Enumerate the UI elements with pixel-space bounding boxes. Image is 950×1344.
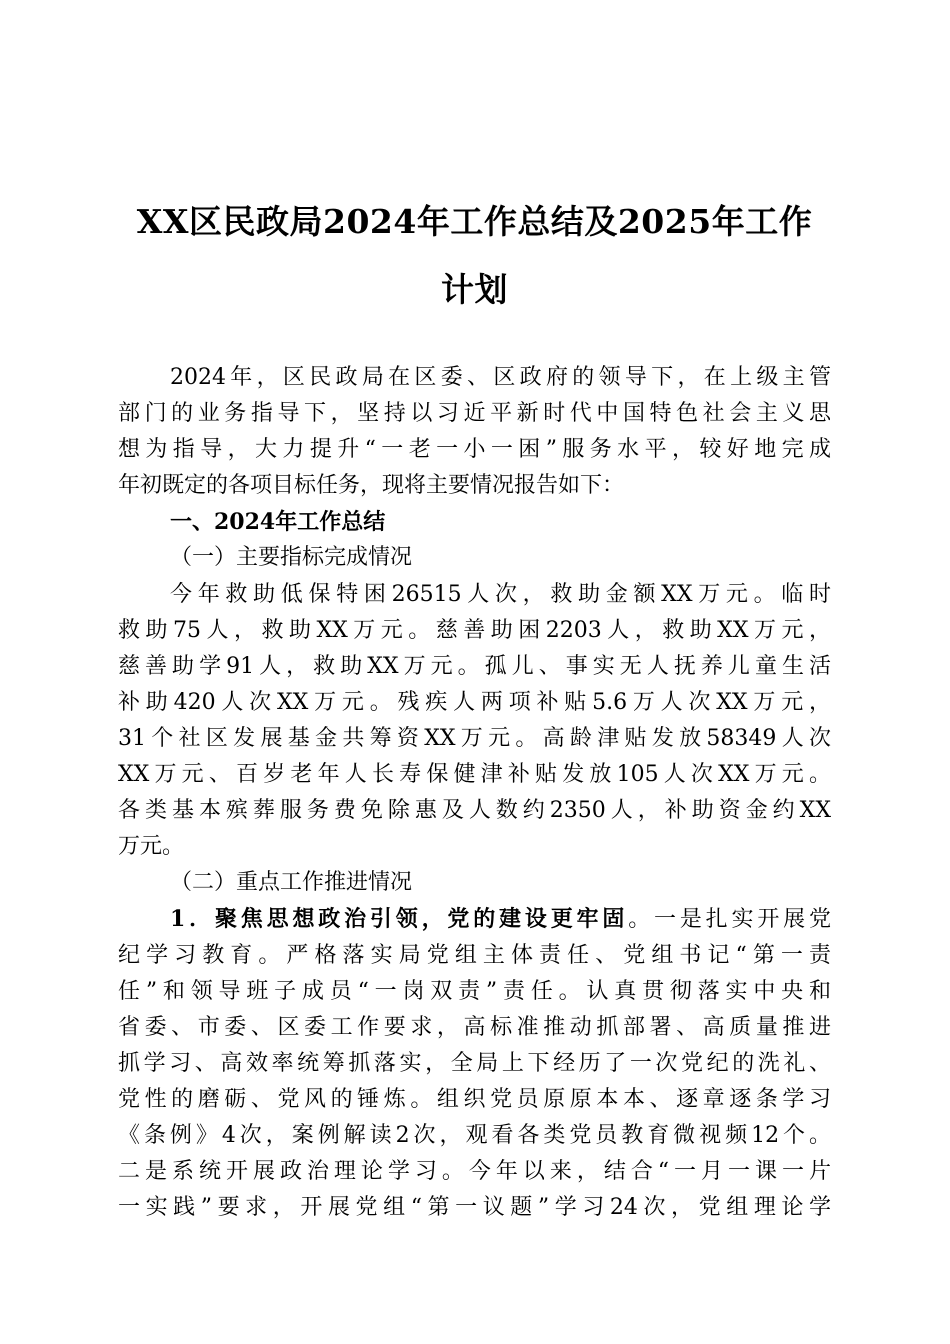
intro-line: 部门的业务指导下，坚持以习近平新时代中国特色社会主义思 (118, 401, 831, 427)
paragraph-line: 救助75人，救助XX万元。慈善助困2203人，救助XX万元， (118, 617, 831, 643)
paragraph-line: 各类基本殡葬服务费免除惠及人数约2350人，补助资金约XX (118, 798, 831, 824)
paragraph-line (118, 901, 831, 937)
title-line-2: 计划 (441, 270, 508, 309)
paragraph-line: 补助420人次XX万元。残疾人两项补贴5.6万人次XX万元， (118, 689, 831, 715)
paragraph-line: 一实践”要求，开展党组“第一议题”学习24次，党组理论学 (118, 1195, 831, 1221)
lead-rest: 。一是扎实开展党 (628, 907, 831, 933)
document-page (118, 0, 831, 1344)
paragraph-line: 慈善助学91人，救助XX万元。孤儿、事实无人抚养儿童生活 (118, 653, 831, 679)
paragraph-line: 抓学习、高效率统筹抓落实，全局上下经历了一次党纪的洗礼、 (118, 1050, 831, 1076)
section-heading: 一、2024年工作总结 (170, 509, 386, 536)
subsection-heading: （二）重点工作推进情况 (170, 870, 413, 896)
subsection-heading: （一）主要指标完成情况 (170, 545, 413, 571)
document-title (108, 188, 841, 324)
title-line-1: XX区民政局2024年工作总结及2025年工作 (136, 202, 813, 241)
paragraph-line: 31个社区发展基金共筹资XX万元。高龄津贴发放58349人次 (118, 725, 831, 751)
paragraph-line: 省委、市委、区委工作要求，高标准推动抓部署、高质量推进 (118, 1014, 831, 1040)
paragraph-line: 二是系统开展政治理论学习。今年以来，结合“一月一课一片 (118, 1159, 831, 1185)
intro-line: 想为指导，大力提升“一老一小一困”服务水平，较好地完成 (118, 437, 831, 463)
document-body (118, 360, 831, 1226)
paragraph-line: XX万元、百岁老年人长寿保健津补贴发放105人次XX万元。 (118, 762, 831, 788)
bold-lead: 1．聚焦思想政治引领，党的建设更牢固 (170, 906, 629, 933)
paragraph-line: 任”和领导班子成员“一岗双责”责任。认真贯彻落实中央和 (118, 978, 831, 1004)
paragraph-line: 纪学习教育。严格落实局党组主体责任、党组书记“第一责 (118, 942, 831, 968)
paragraph-line: 党性的磨砺、党风的锤炼。组织党员原原本本、逐章逐条学习 (118, 1086, 831, 1112)
intro-line: 年初既定的各项目标任务，现将主要情况报告如下： (118, 473, 625, 499)
paragraph-line: 万元。 (118, 834, 185, 860)
paragraph-line: 《条例》4次，案例解读2次，观看各类党员教育微视频12个。 (118, 1122, 831, 1148)
paragraph-line: 今年救助低保特困26515人次，救助金额XX万元。临时 (170, 581, 831, 607)
intro-line: 2024年，区民政局在区委、区政府的领导下，在上级主管 (170, 365, 831, 390)
